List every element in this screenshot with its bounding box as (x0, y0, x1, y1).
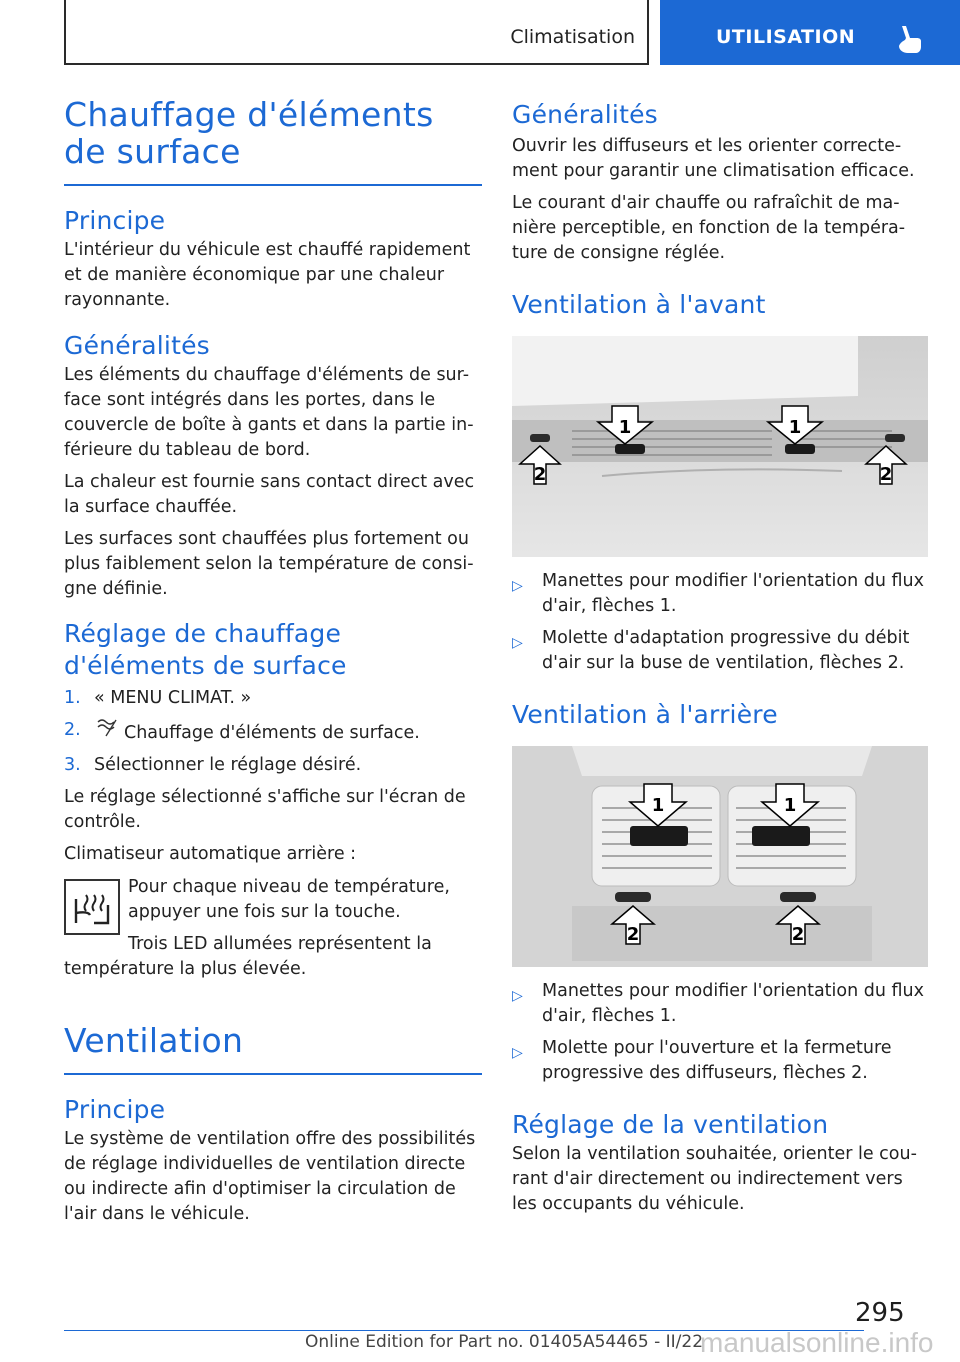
reglage-ventilation-text: Selon la ventilation souhaitée, orienter le cou-rant d'air directement ou indirectement vers les occupants du véhicule. (512, 1144, 917, 1214)
edition-text: Online Edition for Part no. 01405A54465 - II/22 (305, 1332, 704, 1352)
header-chapter-box (660, 0, 960, 65)
rear-vents-list (512, 979, 930, 1086)
triangle-bullet-icon: ▷ (512, 635, 523, 651)
callout-1-left: 1 (651, 795, 665, 816)
generalites-text-3: Les surfaces sont chauffées plus fortement ou plus faiblement selon la température de consi-gne définie. (64, 529, 474, 599)
generalites-text-1: Les éléments du chauffage d'éléments de sur-face sont intégrés dans les portes, dans le couvercle de boîte à gants et dans la partie in-férieure du tableau de bord. (64, 365, 474, 460)
generalites-ventilation-text-2: Le courant d'air chauffe ou rafraîchit de ma-nière perceptible, en fonction de la tempéra-ture de consigne réglée. (512, 193, 906, 263)
rear-vents-image (512, 746, 928, 967)
triangle-bullet-icon: ▷ (512, 988, 523, 1004)
generalites-text-2: La chaleur est fournie sans contact direct avec la surface chauffée. (64, 472, 475, 517)
watermark-logo: manualsonline.info (700, 1327, 934, 1358)
seat-heating-block (64, 875, 482, 982)
principe-ventilation-text: Le système de ventilation offre des possibilités de réglage individuelles de ventilation directe ou indirecte afin d'optimiser la circulation de l'air dans le véhicule. (64, 1129, 476, 1224)
heading-ventilation-avant: Ventilation à l'avant (512, 290, 766, 319)
surface-heating-icon (94, 718, 124, 746)
front-vents-image (512, 336, 928, 557)
triangle-bullet-icon: ▷ (512, 578, 523, 594)
left-column (64, 96, 482, 1227)
header-section-box (64, 0, 649, 65)
callout-2-right: 2 (879, 464, 893, 485)
list-item: 1. « MENU CLIMAT. » (64, 688, 252, 708)
callout-2-left: 2 (533, 464, 547, 485)
callout-2-right: 2 (791, 924, 805, 945)
section-title-chauffage: Chauffage d'éléments de surface (64, 95, 434, 171)
seat-heating-icon (64, 879, 120, 935)
list-item: ▷ Manettes pour modifier l'orientation du flux d'air, flèches 1. (512, 981, 924, 1026)
list-item: ▷ Molette pour l'ouverture et la fermeture progressive des diffuseurs, flèches 2. (512, 1038, 892, 1083)
callout-1-right: 1 (788, 417, 802, 438)
reglage-text-2: Climatiseur automatique arrière : (64, 844, 357, 864)
heading-principe: Principe (64, 206, 166, 235)
triangle-bullet-icon: ▷ (512, 1045, 523, 1061)
callout-1-left: 1 (618, 417, 632, 438)
callout-1-right: 1 (783, 795, 797, 816)
reglage-text-1: Le réglage sélectionné s'affiche sur l'écran de contrôle. (64, 787, 466, 832)
reglage-text-4: Trois LED allumées représentent la température la plus élevée. (64, 934, 432, 979)
heading-reglage-ventilation: Réglage de la ventilation (512, 1110, 829, 1139)
title-rule (64, 1073, 482, 1075)
reglage-text-3: Pour chaque niveau de température, appuyer une fois sur la touche. (128, 877, 450, 922)
principe-text: L'intérieur du véhicule est chauffé rapidement et de manière économique par une chaleur rayonnante. (64, 240, 471, 310)
front-vents-list (512, 569, 930, 676)
list-item: 3. Sélectionner le réglage désiré. (64, 755, 362, 775)
pointing-hand-icon (896, 24, 922, 54)
list-item: 2. Chauffage d'éléments de surface. (64, 718, 482, 746)
header-section-title: Climatisation (510, 26, 635, 48)
reglage-steps-list (64, 686, 482, 778)
heading-reglage-chauffage: Réglage de chauffage d'éléments de surface (64, 619, 347, 680)
list-item: ▷ Molette d'adaptation progressive du débit d'air sur la buse de ventilation, flèches 2. (512, 628, 910, 673)
callout-2-left: 2 (626, 924, 640, 945)
header-chapter-title: UTILISATION (716, 26, 856, 48)
right-column (512, 96, 930, 1217)
page-number: 295 (855, 1298, 905, 1328)
title-rule (64, 184, 482, 186)
generalites-ventilation-text-1: Ouvrir les diffuseurs et les orienter correcte-ment pour garantir une climatisation efficace. (512, 136, 915, 181)
heading-generalites: Généralités (64, 331, 210, 360)
section-title-ventilation: Ventilation (64, 1021, 244, 1060)
heading-generalites-ventilation: Généralités (512, 100, 658, 129)
heading-principe-ventilation: Principe (64, 1095, 166, 1124)
heading-ventilation-arriere: Ventilation à l'arrière (512, 700, 778, 729)
list-item: ▷ Manettes pour modifier l'orientation du flux d'air, flèches 1. (512, 571, 924, 616)
